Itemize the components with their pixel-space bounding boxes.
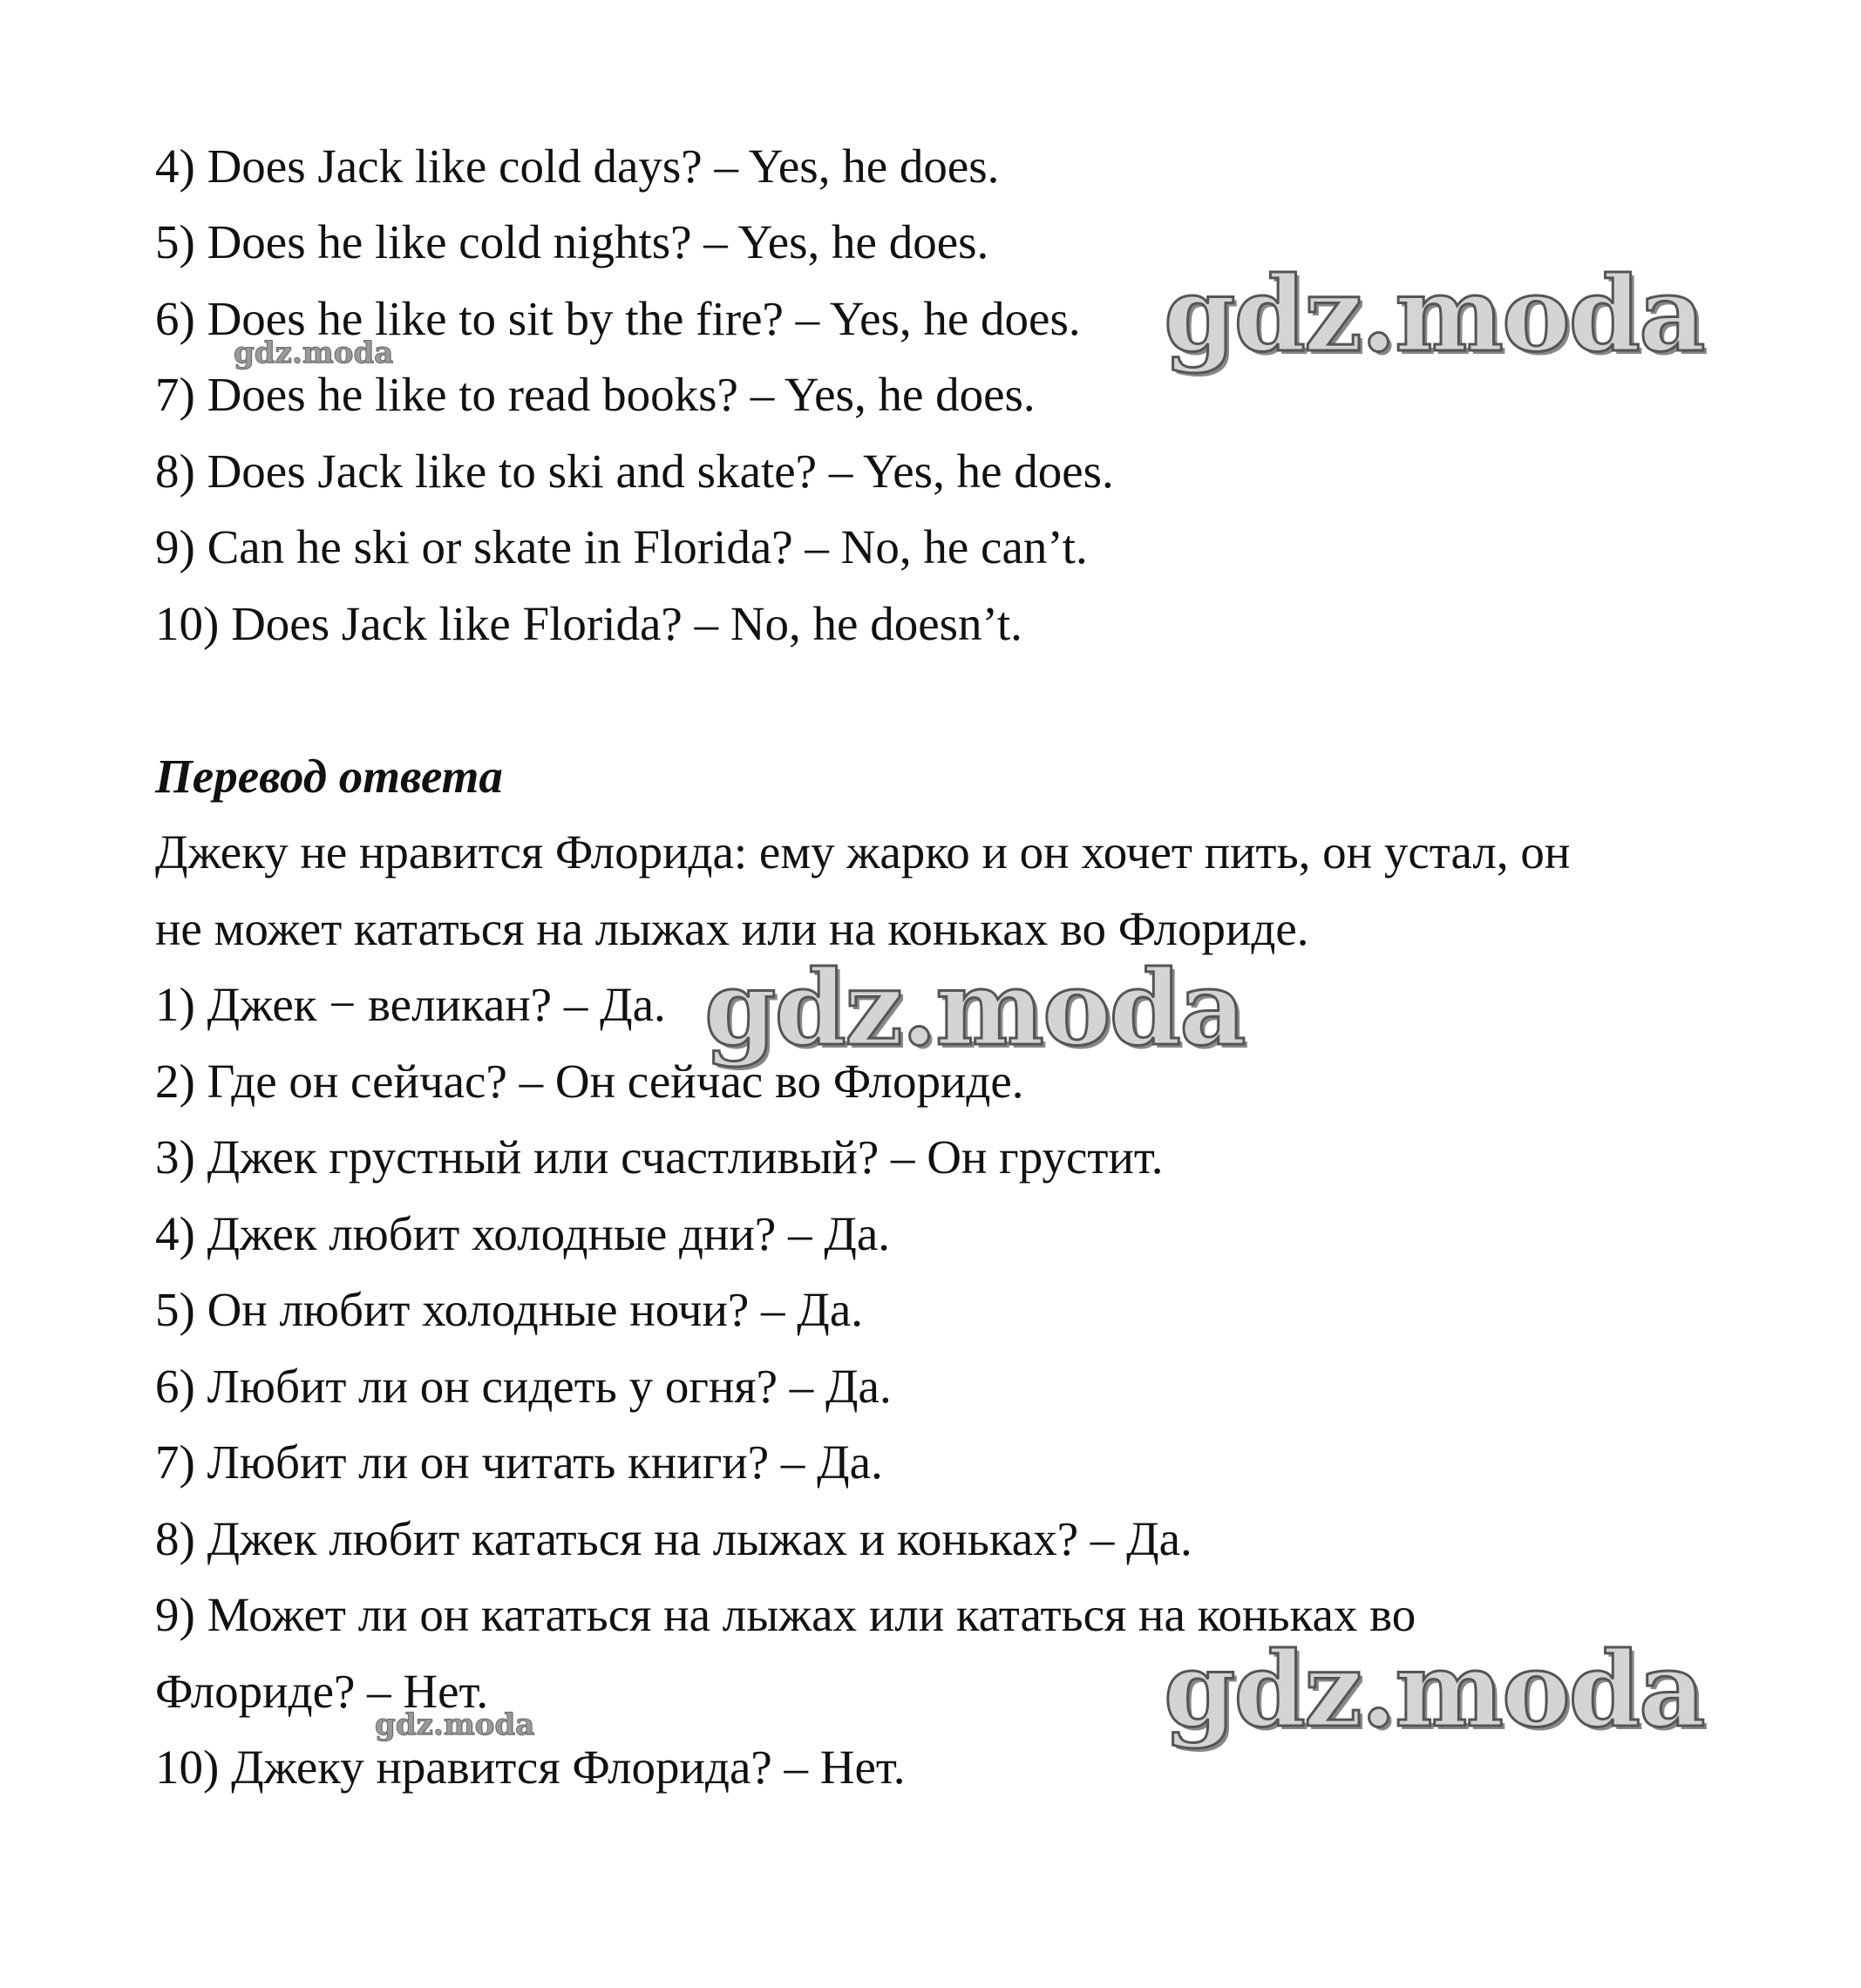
- translation-item: 2) Где он сейчас? – Он сейчас во Флориде.: [155, 1055, 1024, 1108]
- answer-line: 8) Does Jack like to ski and skate? – Yes, he does.: [155, 444, 1114, 498]
- translation-intro-line: Джеку не нравится Флорида: ему жарко и он хочет пить, он устал, он: [155, 825, 1571, 879]
- translation-heading: Перевод ответа: [155, 750, 503, 803]
- watermark-logo-small: gdz.moda: [234, 336, 394, 370]
- watermark-logo-small: gdz.moda: [375, 1707, 535, 1742]
- translation-item: 7) Любит ли он читать книги? – Да.: [155, 1435, 883, 1489]
- translation-item: 1) Джек − великан? – Да.: [155, 978, 666, 1031]
- translation-item: 8) Джек любит кататься на лыжах и коньках? – Да.: [155, 1512, 1192, 1565]
- translation-item: 6) Любит ли он сидеть у огня? – Да.: [155, 1360, 892, 1413]
- watermark-logo: gdz.moda: [704, 947, 1245, 1069]
- translation-item: 9) Может ли он кататься на лыжах или кататься на коньках во: [155, 1588, 1416, 1641]
- translation-item: Флориде? – Нет.: [155, 1665, 489, 1718]
- translation-item: 5) Он любит холодные ночи? – Да.: [155, 1283, 863, 1336]
- answer-line: 9) Can he ski or skate in Florida? – No, he can’t.: [155, 520, 1088, 573]
- watermark-logo: gdz.moda: [1164, 1629, 1704, 1750]
- translation-item: 10) Джеку нравится Флорида? – Нет.: [155, 1740, 906, 1794]
- answer-line: 5) Does he like cold nights? – Yes, he does.: [155, 215, 989, 268]
- answer-line: 6) Does he like to sit by the fire? – Yes, he does.: [155, 292, 1081, 345]
- answer-line: 10) Does Jack like Florida? – No, he doesn’t.: [155, 597, 1022, 650]
- translation-item: 3) Джек грустный или счастливый? – Он грустит.: [155, 1130, 1164, 1184]
- translation-intro-line: не может кататься на лыжах или на коньках во Флориде.: [155, 902, 1309, 955]
- answer-line: 7) Does he like to read books? – Yes, he does.: [155, 368, 1036, 421]
- answer-line: 4) Does Jack like cold days? – Yes, he does.: [155, 139, 1000, 193]
- watermark-logo: gdz.moda: [1164, 254, 1704, 375]
- translation-item: 4) Джек любит холодные дни? – Да.: [155, 1207, 890, 1260]
